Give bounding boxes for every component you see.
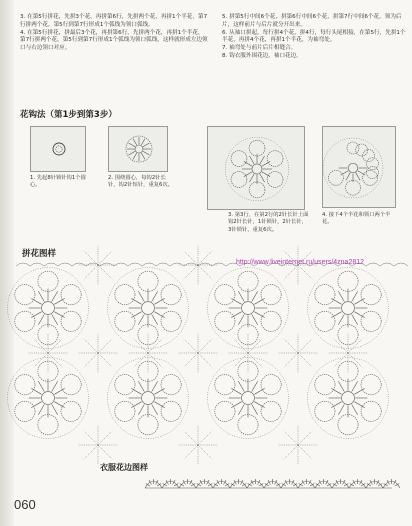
- instruction-paragraph: 5. 拼第5行中间6个花，拼第6行中间6个花，拼第7行中间6个花，领为后片，这样前片与后片就分开出来。: [222, 14, 402, 28]
- edging-row: [145, 479, 400, 488]
- instruction-paragraph: 6. 从袖口拼起，每行拼4个花，拼4行，每行头尾相接，在第5行，先拼1个半花，再拼4个花，再拼1个半花，为袖弯处。: [222, 29, 406, 44]
- page-number: 060: [14, 497, 36, 512]
- border-section-title: 衣服花边图样: [100, 463, 148, 472]
- instruction-paragraph: 8. 钩衣服外围花边，袖口花边。: [222, 53, 302, 60]
- joining-section-title: 拼花图样: [22, 249, 57, 259]
- steps-section-title: 花钩法（第1步到第3步）: [20, 110, 117, 120]
- step-2-caption: 2. 围绕圆心，每钩2针长针，钩2针短针，重复6次。: [108, 175, 174, 189]
- instruction-paragraph: 3. 在第5行拼花，先拼3个花，再拼第6行，先拼两个花，再拼1个半花，第7行拼两个花，第5行到第7行形成1个弧线为领口弧线。: [20, 14, 208, 28]
- watermark-url: http://www.liveinternet.ru/users/4zna2812: [236, 259, 365, 266]
- instruction-paragraph: 4. 在第5行拼花，拼最后3个花，再拼第6行，先拼两个花，再拼1个半花，第7行拼两个花，第5行到第7行形成1个弧线为领口弧线，这样就形成左边领口与右边领口对应。: [20, 29, 208, 51]
- instruction-paragraph: 7. 袖弯处与前片后片相缝合。: [222, 45, 297, 52]
- step-1-caption: 1. 先起8针锁针钩1个圆心。: [30, 175, 86, 189]
- step-4-caption: 4. 接下4个半花和领口两个半花。: [322, 212, 391, 226]
- step-3-caption: 3. 第3行，在第2行的2针长针上面钩2针长针，1针锁针，2针长针，3针锁针，重复6次。: [228, 212, 309, 233]
